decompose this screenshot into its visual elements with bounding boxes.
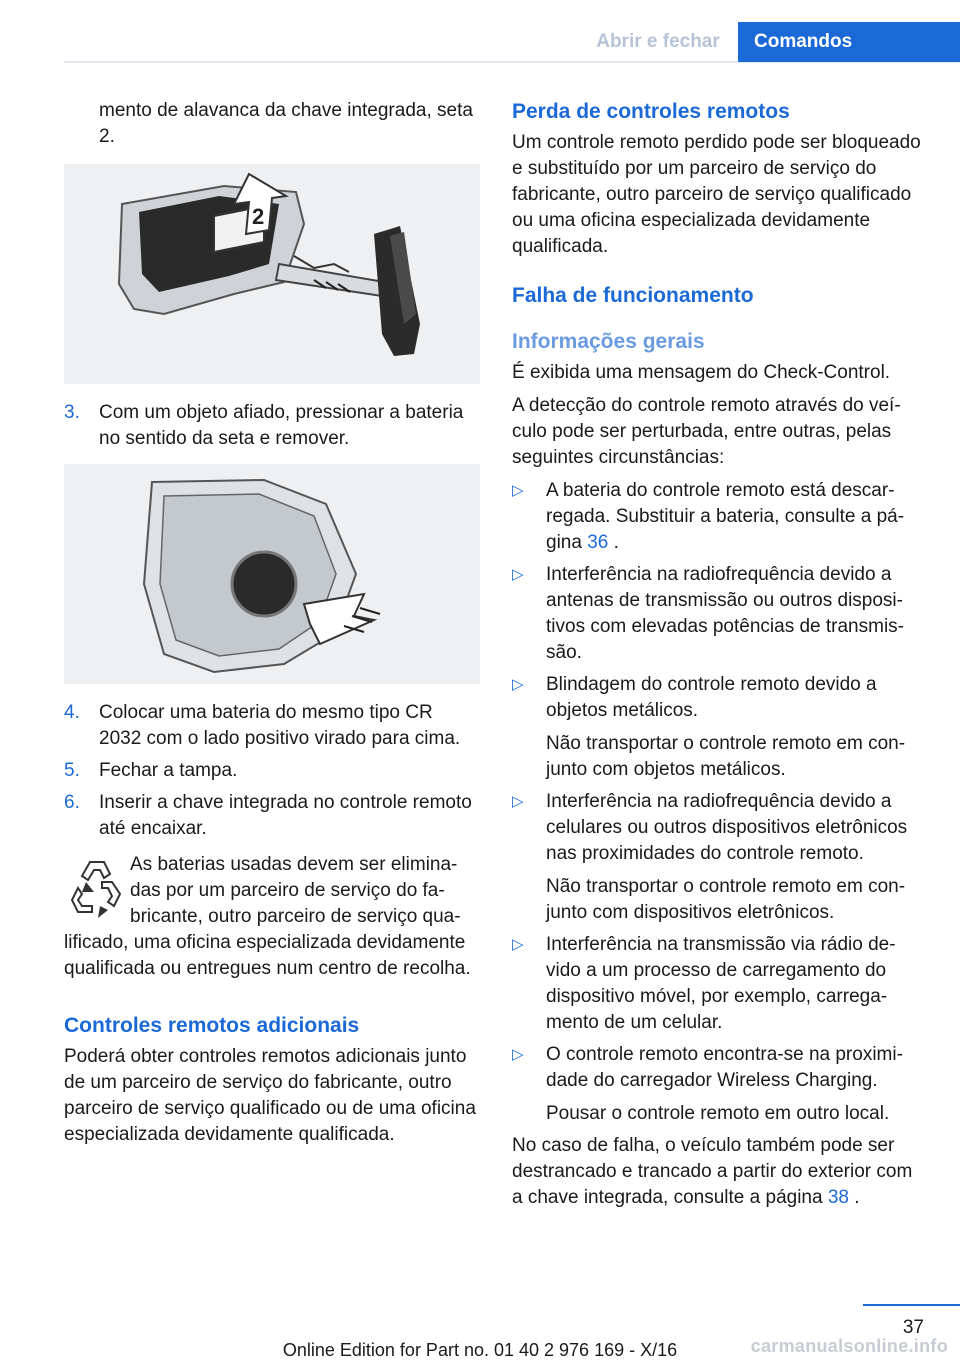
bullet-text: Blindagem do controle remoto devido a objetos metálicos.: [546, 674, 877, 721]
bullet-item: [512, 1042, 924, 1127]
bullet-marker: ▷: [512, 793, 524, 810]
step-number: 3.: [64, 402, 80, 423]
key-cover-illustration: [64, 164, 480, 384]
step-5: [64, 758, 480, 784]
watermark: carmanualsonline.info: [750, 1336, 948, 1356]
bullet-item: [512, 789, 924, 926]
bullet-note: Não transportar o controle remoto em conjunto com objetos metálicos.: [546, 733, 906, 780]
recycle-note: [64, 852, 480, 982]
bullet-text: O controle remoto encontra-se na proximidade do carregador Wireless Charging.: [546, 1044, 903, 1091]
subsection-title-general: Informações gerais: [512, 330, 705, 353]
page-number: 37: [902, 1317, 924, 1338]
bullet-item: [512, 562, 924, 666]
general-text-2: A detecção do controle remoto através do veículo pode ser perturbada, entre outras, pelas seguintes circunstâncias:: [512, 395, 901, 468]
edition-footer: Online Edition for Part no. 01 40 2 976 169 - X/16: [282, 1340, 678, 1360]
step-number: 4.: [64, 702, 80, 723]
closing-trailing: .: [854, 1187, 860, 1208]
section-text-additional-remotes: Poderá obter controles remotos adicionais junto de um parceiro de serviço do fabricante, outro parceiro de serviço qualificado ou de uma oficina especializada devidamente qualificada.: [64, 1046, 476, 1145]
bullet-item: [512, 932, 924, 1036]
step-6: [64, 790, 480, 842]
recycle-text: As baterias usadas devem ser eliminadas por um parceiro de serviço do fabricante, outro parceiro de serviço qualificado, uma oficina especializada devidamente qualificada ou entregues num centro de recolha.: [64, 854, 471, 979]
page-link-38[interactable]: 38: [827, 1187, 849, 1208]
step-text: Com um objeto afiado, pressionar a bateria no sentido da seta e remover.: [99, 402, 464, 449]
bullet-text: A bateria do controle remoto está descarregada. Substituir a bateria, consulte a página: [546, 480, 905, 553]
step-3: [64, 400, 480, 452]
section-text-lost-remotes: Um controle remoto perdido pode ser bloqueado e substituído por um parceiro de serviço do fabricante, outro parceiro de serviço qualificado ou uma oficina especializada devidamente qualificada.: [512, 132, 921, 257]
closing-body: No caso de falha, o veículo também pode ser destrancado e trancado a partir do exterior com a chave integrada, consulte a página: [512, 1135, 913, 1208]
bullet-note: Não transportar o controle remoto em conjunto com dispositivos eletrônicos.: [546, 876, 906, 923]
left-column: [64, 98, 480, 1155]
step-4: [64, 700, 480, 752]
right-column: [512, 98, 924, 1218]
bullet-marker: ▷: [512, 676, 524, 693]
bullet-text: Interferência na radiofrequência devido a celulares ou outros dispositivos eletrônicos nas proximidades do controle remoto.: [546, 791, 908, 864]
closing-text: [512, 1133, 924, 1211]
bullet-trailing: .: [613, 532, 619, 553]
step-text: Colocar uma bateria do mesmo tipo CR 2032 com o lado positivo virado para cima.: [99, 702, 461, 749]
bullet-note: Pousar o controle remoto em outro local.: [546, 1103, 890, 1124]
bullet-marker: ▷: [512, 1046, 524, 1063]
bullet-item: [512, 672, 924, 783]
section-title-additional-remotes: Controles remotos adicionais: [64, 1014, 360, 1037]
footer-rule: [863, 1304, 960, 1306]
step-number: 5.: [64, 760, 80, 781]
bullet-marker: ▷: [512, 482, 524, 499]
bullet-item: [512, 478, 924, 556]
section-title-malfunction: Falha de funcionamento: [512, 284, 754, 307]
figure-key-cover: [64, 164, 480, 384]
figure-battery: [64, 464, 480, 684]
step-number: 6.: [64, 792, 80, 813]
recycle-icon: [64, 852, 130, 930]
tab-abrir-e-fechar[interactable]: Abrir e fechar: [596, 31, 720, 52]
battery-illustration: [64, 464, 480, 684]
arrow-2-label: 2: [252, 204, 265, 229]
section-title-lost-remotes: Perda de controles remotos: [512, 100, 790, 123]
intro-text: mento de alavanca da chave integrada, seta 2.: [99, 100, 473, 147]
step-text: Fechar a tampa.: [99, 760, 238, 781]
step-text: Inserir a chave integrada no controle remoto até encaixar.: [99, 792, 472, 839]
bullet-marker: ▷: [512, 936, 524, 953]
page-link-36[interactable]: 36: [587, 532, 609, 553]
tab-comandos[interactable]: Comandos: [738, 22, 960, 62]
bullet-text: Interferência na radiofrequência devido a antenas de transmissão ou outros dispositivos com elevadas potências de transmissão.: [546, 564, 904, 663]
general-text-1: É exibida uma mensagem do Check-Control.: [512, 362, 891, 383]
bullet-marker: ▷: [512, 566, 524, 583]
bullet-text: Interferência na transmissão via rádio devido a um processo de carregamento do dispositivo móvel, por exemplo, carregamento de um celular.: [546, 934, 896, 1033]
